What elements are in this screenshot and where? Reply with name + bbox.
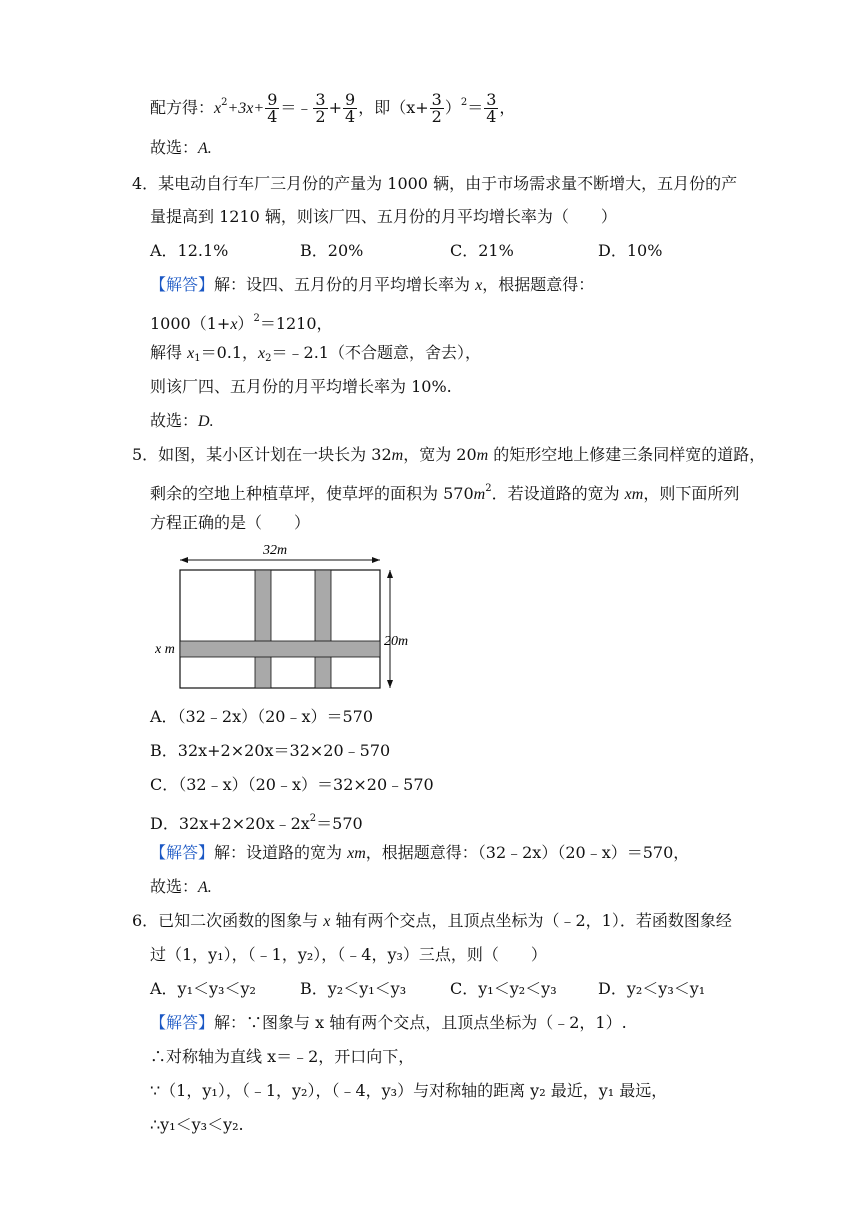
fraction: $\frac{9}{4}$: [267, 90, 278, 126]
q6-option-b: B．y₂＜y₁＜y₃: [300, 979, 407, 998]
q4-stem-line2: 量提高到 1210 辆，则该厂四、五月份的月平均增长率为（ ）: [150, 207, 617, 226]
arrow-left-icon: [180, 557, 188, 563]
answer-tag: 【解答】: [150, 1013, 215, 1032]
q4-option-c: C．21%: [450, 241, 514, 260]
q6-answer-line3: ∵（1，y₁），（﹣1，y₂），（﹣4，y₃）与对称轴的距离 y₂ 最近，y₁ 最远，: [150, 1081, 668, 1100]
q3-selection: 故选：A.: [150, 138, 212, 157]
top-label: 32m: [263, 543, 288, 558]
q6-option-a: A．y₁＜y₃＜y₂: [150, 979, 256, 998]
fraction: $\frac{3}{2}$: [315, 90, 326, 126]
q5-stem-line3: 方程正确的是（ ）: [150, 513, 311, 532]
arrow-up-icon: [387, 570, 393, 578]
q6-answer-line4: ∴y₁＜y₃＜y₂.: [150, 1115, 244, 1134]
q6-option-c: C．y₁＜y₂＜y₃: [450, 979, 557, 998]
fraction: $\frac{3}{2}$: [431, 90, 442, 126]
q5-option-d: D．$32x+2\times 20x﹣2x^2=570$: [150, 813, 363, 833]
q4-answer-line1: 【解答】解：设四、五月份的月平均增长率为 x，根据题意得：: [150, 275, 595, 294]
q6-option-d: D．y₂＜y₃＜y₁: [598, 979, 706, 998]
road-diagram: [155, 540, 415, 700]
vertical-road-2: [315, 570, 331, 688]
q5-stem-line1: 5．如图，某小区计划在一块长为 32m，宽为 20m 的矩形空地上修建三条同样宽的道路，: [132, 445, 766, 464]
q4-answer-line2: $1000(1+x)^2=1210$，: [150, 313, 333, 333]
q6-answer-line1: 【解答】解：∵图象与 x 轴有两个交点，且顶点坐标为（﹣2，1）.: [150, 1013, 627, 1032]
q4-option-d: D．10%: [598, 241, 663, 260]
q6-stem-line1: 6．已知二次函数的图象与 x 轴有两个交点，且顶点坐标为（﹣2，1）．若函数图象经: [132, 911, 732, 930]
q5-option-c: C．（32﹣x）（20﹣x）＝32×20﹣570: [150, 775, 434, 794]
q4-answer-line3: 解得 $x_1=0.1$，$x_2=﹣2.1$（不合题意，舍去），: [150, 343, 481, 364]
left-label: x m: [155, 642, 175, 657]
q5-stem-line2: 剩余的空地上种植草坪，使草坪的面积为 $570m^2$．若设道路的宽为 xm，则下面所列: [150, 483, 740, 503]
arrow-right-icon: [372, 557, 380, 563]
q4-selection: 故选：D.: [150, 411, 214, 430]
fraction: $\frac{3}{4}$: [486, 90, 497, 126]
q5-option-a: A．（32﹣2x）（20﹣x）＝570: [150, 707, 374, 726]
q4-answer-line4: 则该厂四、五月份的月平均增长率为 10%.: [150, 377, 452, 396]
q6-stem-line2: 过（1，y₁），（﹣1，y₂），（﹣4，y₃）三点，则（ ）: [150, 945, 547, 964]
horizontal-road: [180, 641, 380, 657]
field-rect: [180, 570, 380, 688]
answer-tag: 【解答】: [150, 275, 215, 294]
q4-option-a: A．12.1%: [150, 241, 229, 260]
answer-tag: 【解答】: [150, 843, 215, 862]
q5-selection: 故选：A.: [150, 877, 212, 896]
arrow-down-icon: [387, 680, 393, 688]
fraction: $\frac{9}{4}$: [345, 90, 356, 126]
right-label: 20m: [384, 634, 409, 649]
q5-option-b: B．32x+2×20x＝32×20﹣570: [150, 741, 391, 760]
completing-square-line: 配方得：$x^2+3x+$ $\frac{9}{4}$ ＝﹣ $\frac{3}{2}$ + $\frac{9}{4}$ ，即（x+ $\frac{3}{2}$ ）$^2$＝ $\frac{3}{4}$ ，: [150, 90, 516, 126]
q4-option-b: B．20%: [300, 241, 364, 260]
q6-answer-line2: ∴对称轴为直线 x＝﹣2，开口向下，: [150, 1047, 415, 1066]
q5-answer: 【解答】解：设道路的宽为 xm，根据题意得：（32﹣2x）（20﹣x）＝570，: [150, 843, 690, 862]
q4-stem-line1: 4．某电动自行车厂三月份的产量为 1000 辆，由于市场需求量不断增大，五月份的产: [132, 174, 738, 193]
vertical-road-1: [255, 570, 271, 688]
